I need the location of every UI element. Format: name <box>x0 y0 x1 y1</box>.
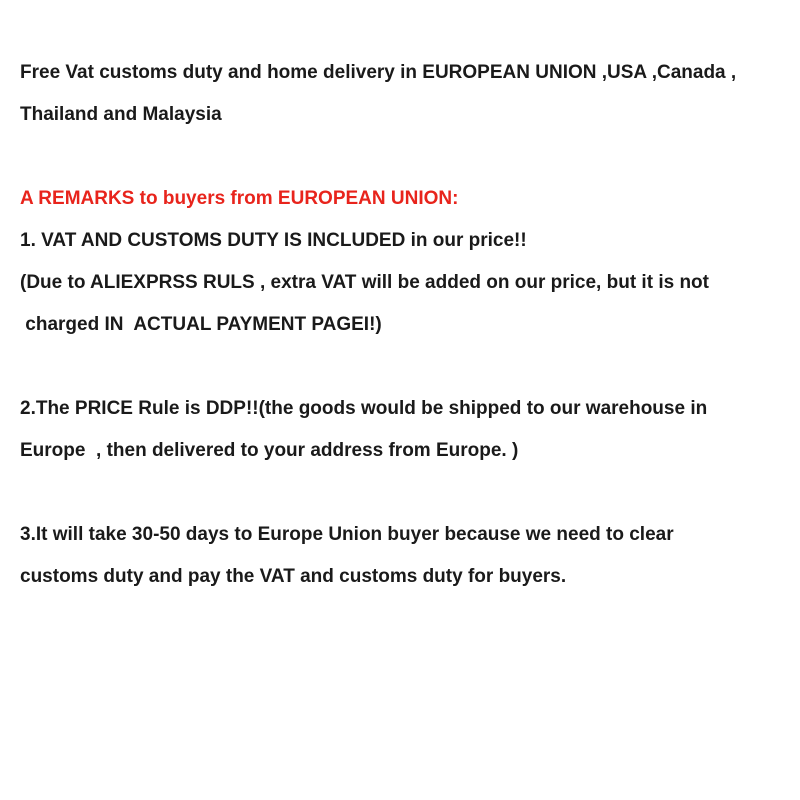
item-1-line-3: charged IN ACTUAL PAYMENT PAGEI!) <box>20 314 382 335</box>
remarks-heading: A REMARKS to buyers from EUROPEAN UNION: <box>20 188 459 209</box>
intro-line-1: Free Vat customs duty and home delivery in EUROPEAN UNION ,USA ,Canada , <box>20 62 737 83</box>
item-2-line-1: 2.The PRICE Rule is DDP!!(the goods would be shipped to our warehouse in <box>20 398 708 419</box>
item-1-line-2: (Due to ALIEXPRSS RULS , extra VAT will be added on our price, but it is not <box>20 272 709 293</box>
item-3-line-1: 3.It will take 30-50 days to Europe Union buyer because we need to clear <box>20 524 674 545</box>
item-3-line-2: customs duty and pay the VAT and customs duty for buyers. <box>20 566 567 587</box>
intro-line-2: Thailand and Malaysia <box>20 104 222 125</box>
item-1-line-1: 1. VAT AND CUSTOMS DUTY IS INCLUDED in our price!! <box>20 230 527 251</box>
item-2-line-2: Europe , then delivered to your address from Europe. ) <box>20 440 519 461</box>
